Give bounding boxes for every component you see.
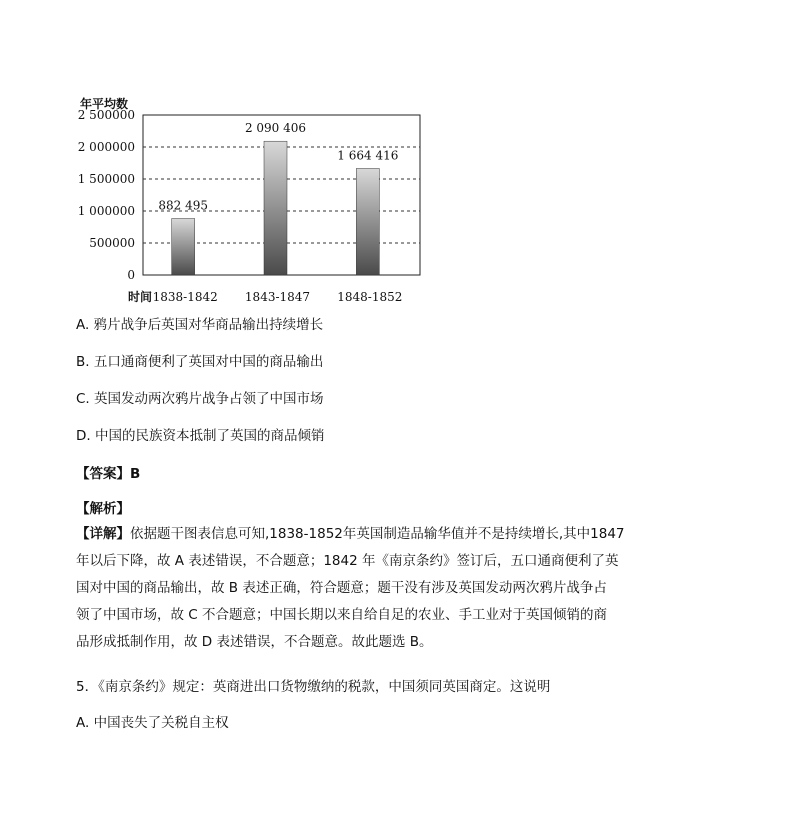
x-tick-label: 1838-1842 — [152, 290, 218, 304]
y-tick-layer — [78, 108, 135, 282]
option-c: C. 英国发动两次鸦片战争占领了中国市场 — [76, 391, 324, 407]
analysis-line-1 — [76, 521, 636, 548]
bar-value-label: 882 495 — [158, 198, 208, 213]
option-a: A. 鸦片战争后英国对华商品输出持续增长 — [76, 317, 324, 333]
analysis-line-4: 领了中国市场，故 C 不合题意；中国长期以来自给自足的农业、手工业对于英国倾销的商 — [76, 607, 608, 623]
detail-label: 【详解】 — [76, 526, 130, 542]
y-tick-label: 2 000000 — [77, 140, 135, 154]
analysis-line-2: 年以后下降，故 A 表述错误，不合题意；1842 年《南京条约》签订后，五口通商便利了英 — [76, 553, 619, 569]
y-tick-label: 1 000000 — [77, 204, 135, 218]
answer-value: B — [130, 466, 141, 482]
question-5-stem: 5．《南京条约》规定：英商进出口货物缴纳的税款，中国须同英国商定。这说明 — [76, 679, 551, 695]
y-axis-label: 年平均数 — [80, 97, 129, 111]
question-5-option-a: A. 中国丧失了关税自主权 — [76, 715, 229, 731]
option-d: D. 中国的民族资本抵制了英国的商品倾销 — [76, 428, 325, 444]
bar-value-label: 2 090 406 — [244, 121, 307, 136]
y-tick-label: 0 — [127, 268, 135, 282]
analysis-body — [76, 521, 636, 656]
analysis-line-5: 品形成抵制作用，故 D 表述错误，不合题意。故此题选 B。 — [76, 634, 433, 650]
y-tick-label: 2 500000 — [77, 108, 135, 122]
option-b: B. 五口通商便利了英国对中国的商品输出 — [76, 354, 324, 370]
x-tick-label: 1848-1852 — [337, 290, 403, 304]
x-tick-label: 1843-1847 — [244, 290, 311, 304]
answer-label: 【答案】 — [76, 466, 130, 482]
analysis-line-3: 国对中国的商品输出，故 B 表述正确，符合题意；题干没有涉及英国发动两次鸦片战争占 — [76, 580, 607, 596]
y-tick-label: 500000 — [89, 236, 135, 250]
analysis-heading: 【解析】 — [76, 501, 130, 517]
bar — [356, 168, 379, 275]
analysis-line-1-text: 依据题干图表信息可知,1838-1852年英国制造品输华值并不是持续增长,其中1847 — [130, 526, 625, 542]
y-tick-label: 1 500000 — [77, 172, 135, 186]
bar-chart — [76, 92, 436, 307]
bar-chart-svg — [76, 92, 436, 307]
bar — [264, 141, 287, 275]
x-axis-label: 时间 — [128, 290, 153, 304]
x-tick-layer — [153, 290, 403, 304]
bar — [172, 219, 195, 275]
bar-value-label: 1 664 416 — [337, 148, 399, 163]
answer-line — [76, 465, 140, 483]
